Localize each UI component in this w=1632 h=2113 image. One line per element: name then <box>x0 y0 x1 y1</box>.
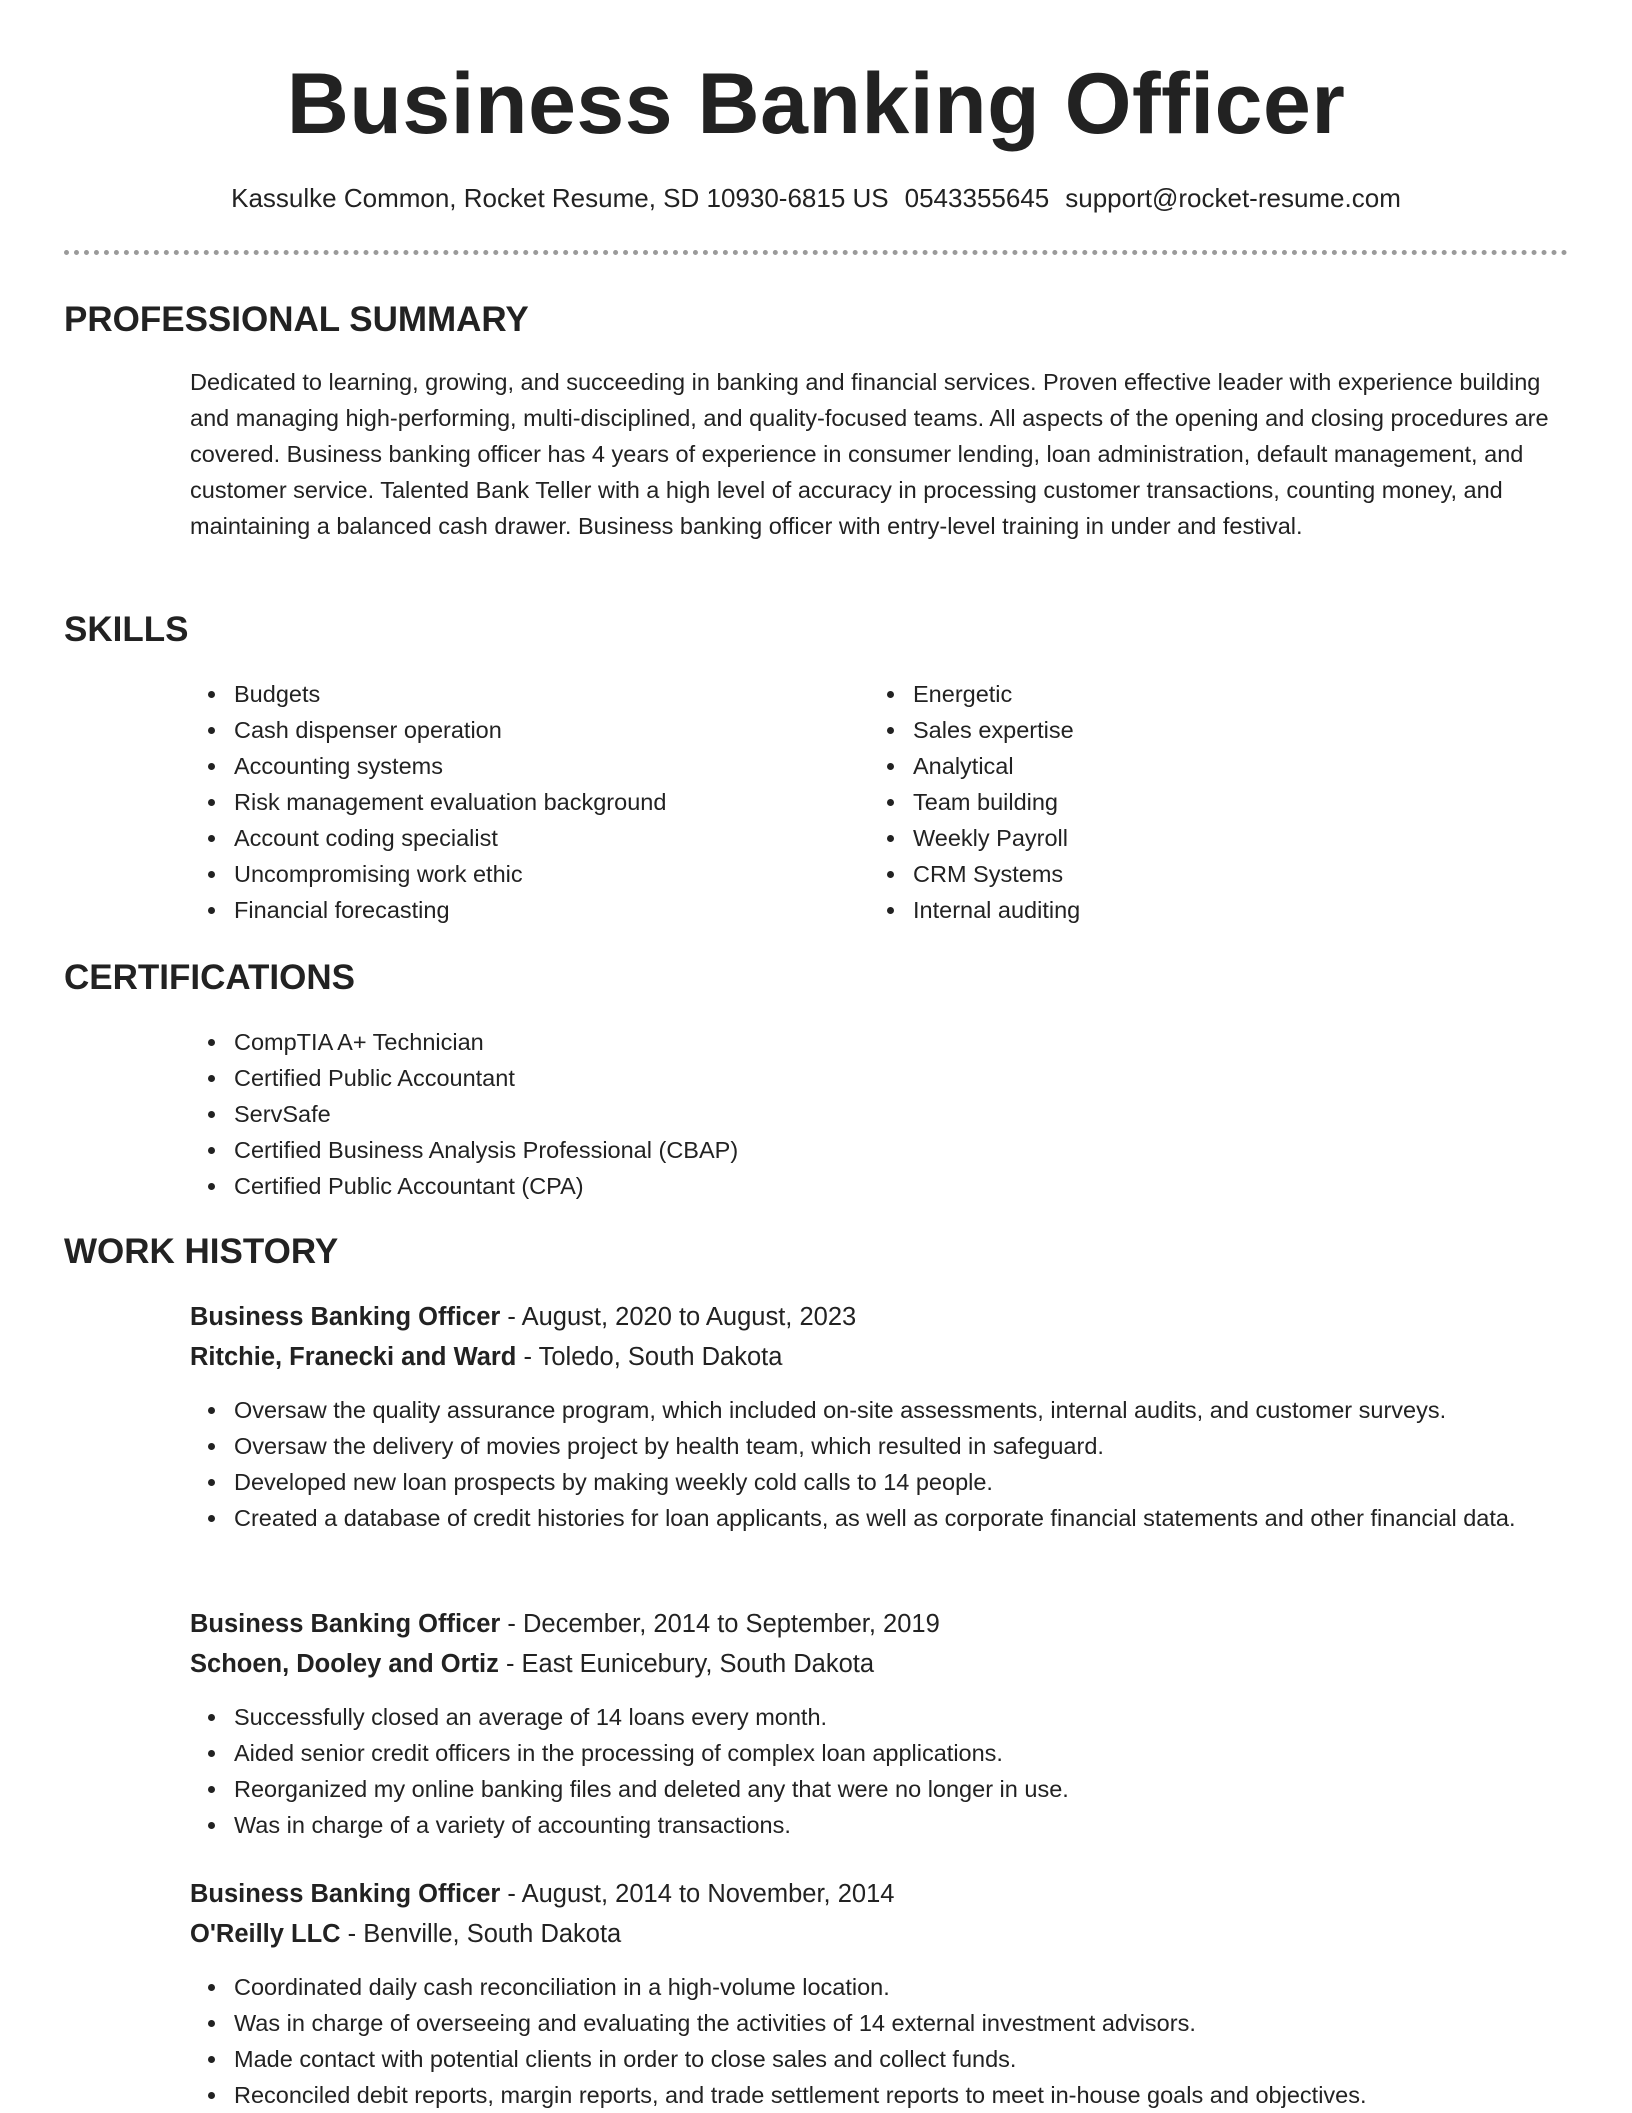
job-title: Business Banking Officer <box>190 1880 501 1908</box>
job-title-line <box>190 1604 940 1644</box>
contact-email[interactable]: support@rocket-resume.com <box>1065 183 1401 213</box>
job-location: - Toledo, South Dakota <box>516 1343 783 1371</box>
section-title-work-history: WORK HISTORY <box>64 1232 339 1271</box>
job-location: - East Eunicebury, South Dakota <box>498 1650 875 1678</box>
contact-line <box>0 180 1632 216</box>
list-item: Budgets <box>234 676 834 712</box>
list-item: ServSafe <box>234 1096 1534 1132</box>
list-item: Reorganized my online banking files and deleted any that were no longer in use. <box>234 1771 1594 1807</box>
list-item: CRM Systems <box>913 856 1513 892</box>
list-item: Team building <box>913 784 1513 820</box>
skills-list-left <box>190 676 834 928</box>
job-dates: - August, 2014 to November, 2014 <box>500 1880 895 1908</box>
contact-phone: 0543355645 <box>904 183 1050 213</box>
job-title: Business Banking Officer <box>190 1303 501 1331</box>
job-company: Schoen, Dooley and Ortiz <box>190 1650 499 1678</box>
job-company: O'Reilly LLC <box>190 1920 341 1948</box>
list-item: Certified Public Accountant (CPA) <box>234 1168 1534 1204</box>
list-item: Reconciled debit reports, margin reports, and trade settlement reports to meet in-house goals and objectives. <box>234 2077 1594 2113</box>
list-item: Was in charge of overseeing and evaluating the activities of 14 external investment advisors. <box>234 2005 1594 2041</box>
job-company: Ritchie, Franecki and Ward <box>190 1343 517 1371</box>
list-item: Coordinated daily cash reconciliation in a high-volume location. <box>234 1969 1594 2005</box>
list-item: Oversaw the quality assurance program, which included on-site assessments, internal audits, and customer surveys. <box>234 1392 1594 1428</box>
contact-address: Kassulke Common, Rocket Resume, SD 10930-6815 US <box>231 183 889 213</box>
section-title-skills: SKILLS <box>64 610 189 649</box>
job-bullets <box>190 1969 1594 2113</box>
job-company-line <box>190 1644 874 1684</box>
section-title-summary: PROFESSIONAL SUMMARY <box>64 300 529 339</box>
job-dates: - December, 2014 to September, 2019 <box>500 1610 940 1638</box>
list-item: Aided senior credit officers in the processing of complex loan applications. <box>234 1735 1594 1771</box>
list-item: Made contact with potential clients in order to close sales and collect funds. <box>234 2041 1594 2077</box>
list-item: Accounting systems <box>234 748 834 784</box>
list-item: Sales expertise <box>913 712 1513 748</box>
list-item: Certified Business Analysis Professional (CBAP) <box>234 1132 1534 1168</box>
list-item: CompTIA A+ Technician <box>234 1024 1534 1060</box>
list-item: Internal auditing <box>913 892 1513 928</box>
list-item: Financial forecasting <box>234 892 834 928</box>
summary-text: Dedicated to learning, growing, and succeeding in banking and financial services. Proven effective leader with experience building and managing high-performing, multi-disciplined, and quality-focused teams. All aspects of the opening and closing procedures are covered. Business banking officer has 4 years of experience in consumer lending, loan administration, default management, and customer service. Talented Bank Teller with a high level of accuracy in processing customer transactions, counting money, and maintaining a balanced cash drawer. Business banking officer with entry-level training in under and festival. <box>190 369 1549 539</box>
header-divider <box>64 250 1568 255</box>
list-item: Account coding specialist <box>234 820 834 856</box>
list-item: Cash dispenser operation <box>234 712 834 748</box>
list-item: Energetic <box>913 676 1513 712</box>
list-item: Weekly Payroll <box>913 820 1513 856</box>
list-item: Uncompromising work ethic <box>234 856 834 892</box>
list-item: Developed new loan prospects by making weekly cold calls to 14 people. <box>234 1464 1594 1500</box>
job-company-line <box>190 1914 621 1954</box>
job-company-line <box>190 1337 782 1377</box>
job-dates: - August, 2020 to August, 2023 <box>500 1303 857 1331</box>
list-item: Certified Public Accountant <box>234 1060 1534 1096</box>
skills-list-right <box>869 676 1513 928</box>
list-item: Oversaw the delivery of movies project by health team, which resulted in safeguard. <box>234 1428 1594 1464</box>
list-item: Successfully closed an average of 14 loans every month. <box>234 1699 1594 1735</box>
job-location: - Benville, South Dakota <box>340 1920 622 1948</box>
job-bullets <box>190 1392 1594 1536</box>
certifications-list <box>190 1024 1534 1204</box>
job-title: Business Banking Officer <box>190 1610 501 1638</box>
resume-name: Business Banking Officer <box>286 56 1346 152</box>
job-title-line <box>190 1874 894 1914</box>
job-title-line <box>190 1297 856 1337</box>
list-item: Was in charge of a variety of accounting transactions. <box>234 1807 1594 1843</box>
job-bullets <box>190 1699 1594 1843</box>
section-title-certifications: CERTIFICATIONS <box>64 958 356 997</box>
list-item: Analytical <box>913 748 1513 784</box>
list-item: Risk management evaluation background <box>234 784 834 820</box>
list-item: Created a database of credit histories for loan applicants, as well as corporate financial statements and other financial data. <box>234 1500 1594 1536</box>
